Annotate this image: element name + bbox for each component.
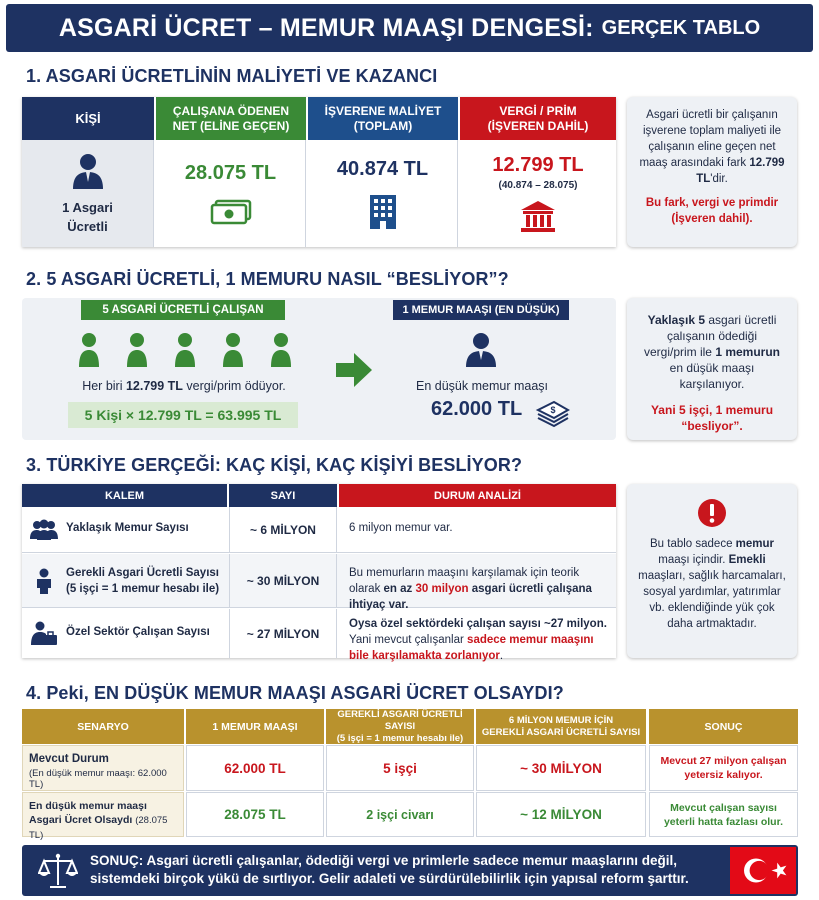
bank-icon [519, 199, 557, 233]
s3-d3d: . [499, 650, 504, 662]
s4-r2-sub: (28.075 TL) [29, 815, 168, 841]
s1-header-maliyet: İŞVERENE MALİYET (TOPLAM) [308, 97, 458, 140]
s3-header-durum: DURUM ANALİZİ [339, 484, 616, 507]
worker-person-icon [174, 332, 196, 368]
s3-row3-durum [349, 616, 611, 664]
s4-r2-title: En düşük memur maaşı Asgari Ücret Olsaydı [29, 800, 147, 826]
section4-heading: 4. Peki, EN DÜŞÜK MEMUR MAAŞI ASGARİ ÜCRET OLSAYDI? [26, 683, 564, 703]
s3-d3c: sadece memur maaşını bile karşılamakta zorlanıyor [349, 634, 594, 662]
briefcase-person-icon [31, 621, 57, 645]
s4-header-gerekli: GEREKLİ ASGARİ ÜCRETLİ SAYISI (5 işçi = 1 memur hesabı ile) [326, 709, 474, 744]
svg-text:$: $ [550, 405, 556, 415]
s3-note-d: Emekli [728, 554, 766, 566]
s1-vergi-value: 12.799 TL [492, 154, 584, 176]
footer-banner [22, 845, 798, 896]
person-icon [71, 152, 105, 190]
cash-stack-icon [534, 398, 570, 428]
s3-note [627, 484, 797, 658]
page-title: ASGARİ ÜCRET – MEMUR MAAŞI DENGESİ: [58, 13, 594, 42]
people-group-icon [30, 519, 58, 541]
title-bar [6, 4, 813, 52]
s2-note-4: 1 memurun [715, 345, 781, 359]
section3-heading: 3. TÜRKİYE GERÇEĞİ: KAÇ KİŞİ, KAÇ KİŞİYİ BESLİYOR? [26, 455, 523, 475]
s3-note-c: maaşı içindir. [658, 554, 729, 566]
s2-workers-pre: Her biri [82, 379, 126, 393]
s4-row2-senaryo [22, 792, 184, 841]
s3-header-kalem: KALEM [22, 484, 227, 507]
s1-maliyet-value: 40.874 TL [336, 158, 429, 180]
table-row [22, 554, 616, 611]
s3-note-e: maaşları, sağlık harcamaları, sosyal yardımlar, yatırımlar vb. eklendiğinde yük çok daha artmaktadır. [638, 570, 786, 630]
s2-workers-icons [78, 332, 292, 372]
s4-row1-senaryo [22, 745, 184, 791]
turkey-flag-icon [730, 847, 796, 894]
s3-note-b: memur [735, 538, 775, 550]
section1-heading: 1. ASGARİ ÜCRETLİNİN MALİYETİ VE KAZANCI [26, 66, 438, 86]
worker-person-icon [222, 332, 244, 368]
s2-workers-amount: 12.799 TL [125, 379, 183, 393]
s1-header-net: ÇALIŞANA ÖDENEN NET (ELİNE GEÇEN) [156, 97, 306, 140]
s4-r1-sonuc: Mevcut 27 milyon çalışan yetersiz kalıyor. [649, 745, 798, 791]
s3-row3-kalem: Özel Sektör Çalışan Sayısı [66, 626, 210, 638]
s3-d2c: 30 milyon [415, 583, 469, 595]
s3-row1-durum: 6 milyon memur var. [349, 522, 453, 534]
s2-memur-title: 1 MEMUR MAAŞI (EN DÜŞÜK) [393, 300, 569, 320]
building-icon [366, 193, 400, 229]
s3-table [22, 484, 616, 662]
s2-note-red: Yani 5 işçi, 1 memuru “besliyor”. [650, 403, 774, 433]
s3-d3b: Yani mevcut çalışanlar [349, 634, 468, 646]
s4-r1-memur: 62.000 TL [186, 745, 324, 791]
section2-heading: 2. 5 ASGARİ ÜCRETLİ, 1 MEMURU NASIL “BESLİYOR”? [26, 269, 509, 289]
table-row [22, 507, 616, 553]
scales-icon [38, 852, 78, 890]
page-subtitle: GERÇEK TABLO [601, 16, 761, 39]
s2-workers-text [62, 379, 306, 393]
s2-workers-title: 5 ASGARİ ÜCRETLİ ÇALIŞAN [81, 300, 285, 320]
s2-panel [22, 298, 616, 440]
s2-formula: 5 Kişi × 12.799 TL = 63.995 TL [68, 402, 298, 428]
s2-memur-value: 62.000 TL [431, 398, 523, 420]
s1-net-value: 28.075 TL [184, 162, 277, 184]
worker-person-icon [126, 332, 148, 368]
s2-workers-post: vergi/prim ödüyor. [182, 379, 286, 393]
worker-icon [35, 568, 53, 594]
arrow-right-icon [334, 350, 374, 390]
s1-note-suffix: 'dir. [710, 173, 728, 185]
person-icon [465, 332, 497, 368]
s2-note-3: asgari ücretli çalışanın ödediği vergi/prim ile [643, 313, 777, 359]
s4-r2-memur: 28.075 TL [186, 792, 324, 837]
s3-row2-kalem: Gerekli Asgari Ücretli Sayısı (5 işçi = 1 memur hesabı ile) [66, 567, 220, 595]
s1-note-text: Asgari ücretli bir çalışanın işverene toplam maliyeti ile çalışanın eline geçen net maaş arasındaki fark [639, 109, 782, 169]
s2-note-1: Yaklaşık [647, 313, 699, 327]
s1-vergi-cell [460, 140, 616, 247]
s3-row1-kalem: Yaklaşık Memur Sayısı [66, 522, 189, 534]
s4-r2-alti: ~ 12 MİLYON [476, 792, 646, 837]
s4-r1-gerekli: 5 işçi [326, 745, 474, 791]
s4-header-sonuc: SONUÇ [649, 709, 798, 744]
s1-note-red: Bu fark, vergi ve primdir (İşveren dahil). [645, 197, 779, 225]
s4-r1-alti: ~ 30 MİLYON [476, 745, 646, 791]
s1-net-cell [156, 140, 306, 247]
s4-r2-sonuc: Mevcut çalışan sayısı yeterli hatta fazlası olur. [649, 792, 798, 837]
s1-maliyet-cell [308, 140, 458, 247]
s2-memur-label: En düşük memur maaşı [416, 379, 548, 393]
s3-d2b: en az [383, 583, 416, 595]
s3-note-a: Bu tablo sadece [649, 538, 736, 550]
s4-header-alti: 6 MİLYON MEMUR İÇİN GEREKLİ ASGARİ ÜCRETLİ SAYISI [476, 709, 646, 744]
s3-d3a: Oysa özel sektördeki çalışan sayısı ~27 milyon. [349, 618, 607, 630]
s4-header-memur: 1 MEMUR MAAŞI [186, 709, 324, 744]
money-icon [210, 199, 252, 225]
section1-table [22, 97, 616, 247]
s1-kisi-cell [22, 140, 154, 247]
s2-note-2: 5 [698, 313, 706, 327]
s2-note [627, 298, 797, 440]
s4-header-senaryo: SENARYO [22, 709, 184, 744]
s3-row2-durum [349, 565, 611, 613]
s4-r1-title: Mevcut Durum [29, 753, 109, 765]
s3-d2d: asgari ücretli çalışana ihtiyaç var. [349, 583, 592, 611]
worker-person-icon [270, 332, 292, 368]
worker-person-icon [78, 332, 100, 368]
s3-row2-sayi: ~ 30 MİLYON [229, 554, 337, 608]
s1-kisi-label: 1 Asgari Ücretli [62, 199, 113, 234]
s2-note-5: en düşük maaşı karşılanıyor. [669, 361, 755, 391]
warning-icon [697, 498, 727, 528]
s3-d2a: Bu memurların maaşını karşılamak için teorik olarak [349, 567, 580, 595]
s4-r2-gerekli: 2 işçi civarı [326, 792, 474, 837]
s1-header-vergi: VERGİ / PRİM (İŞVEREN DAHİL) [460, 97, 616, 140]
footer-text: SONUÇ: Asgari ücretli çalışanlar, ödediği vergi ve primlerle sadece memur maaşlarını değil, sistemdeki birçok yükü de sırtlıyor. Gelir adaleti ve sürdürülebilirlik için yapısal reform şarttır. [90, 853, 689, 886]
s1-vergi-calc: (40.874 – 28.075) [498, 180, 578, 191]
s4-r1-sub: (En düşük memur maaşı: 62.000 TL) [29, 768, 167, 790]
s4-table [22, 708, 798, 841]
s1-note [627, 97, 797, 247]
s1-header-kisi: KİŞİ [22, 97, 154, 140]
table-row [22, 609, 616, 662]
s3-header-sayi: SAYI [229, 484, 337, 507]
s1-note-amount: 12.799 TL [696, 157, 785, 185]
s3-row1-sayi: ~ 6 MİLYON [229, 507, 337, 553]
s3-row3-sayi: ~ 27 MİLYON [229, 609, 337, 658]
